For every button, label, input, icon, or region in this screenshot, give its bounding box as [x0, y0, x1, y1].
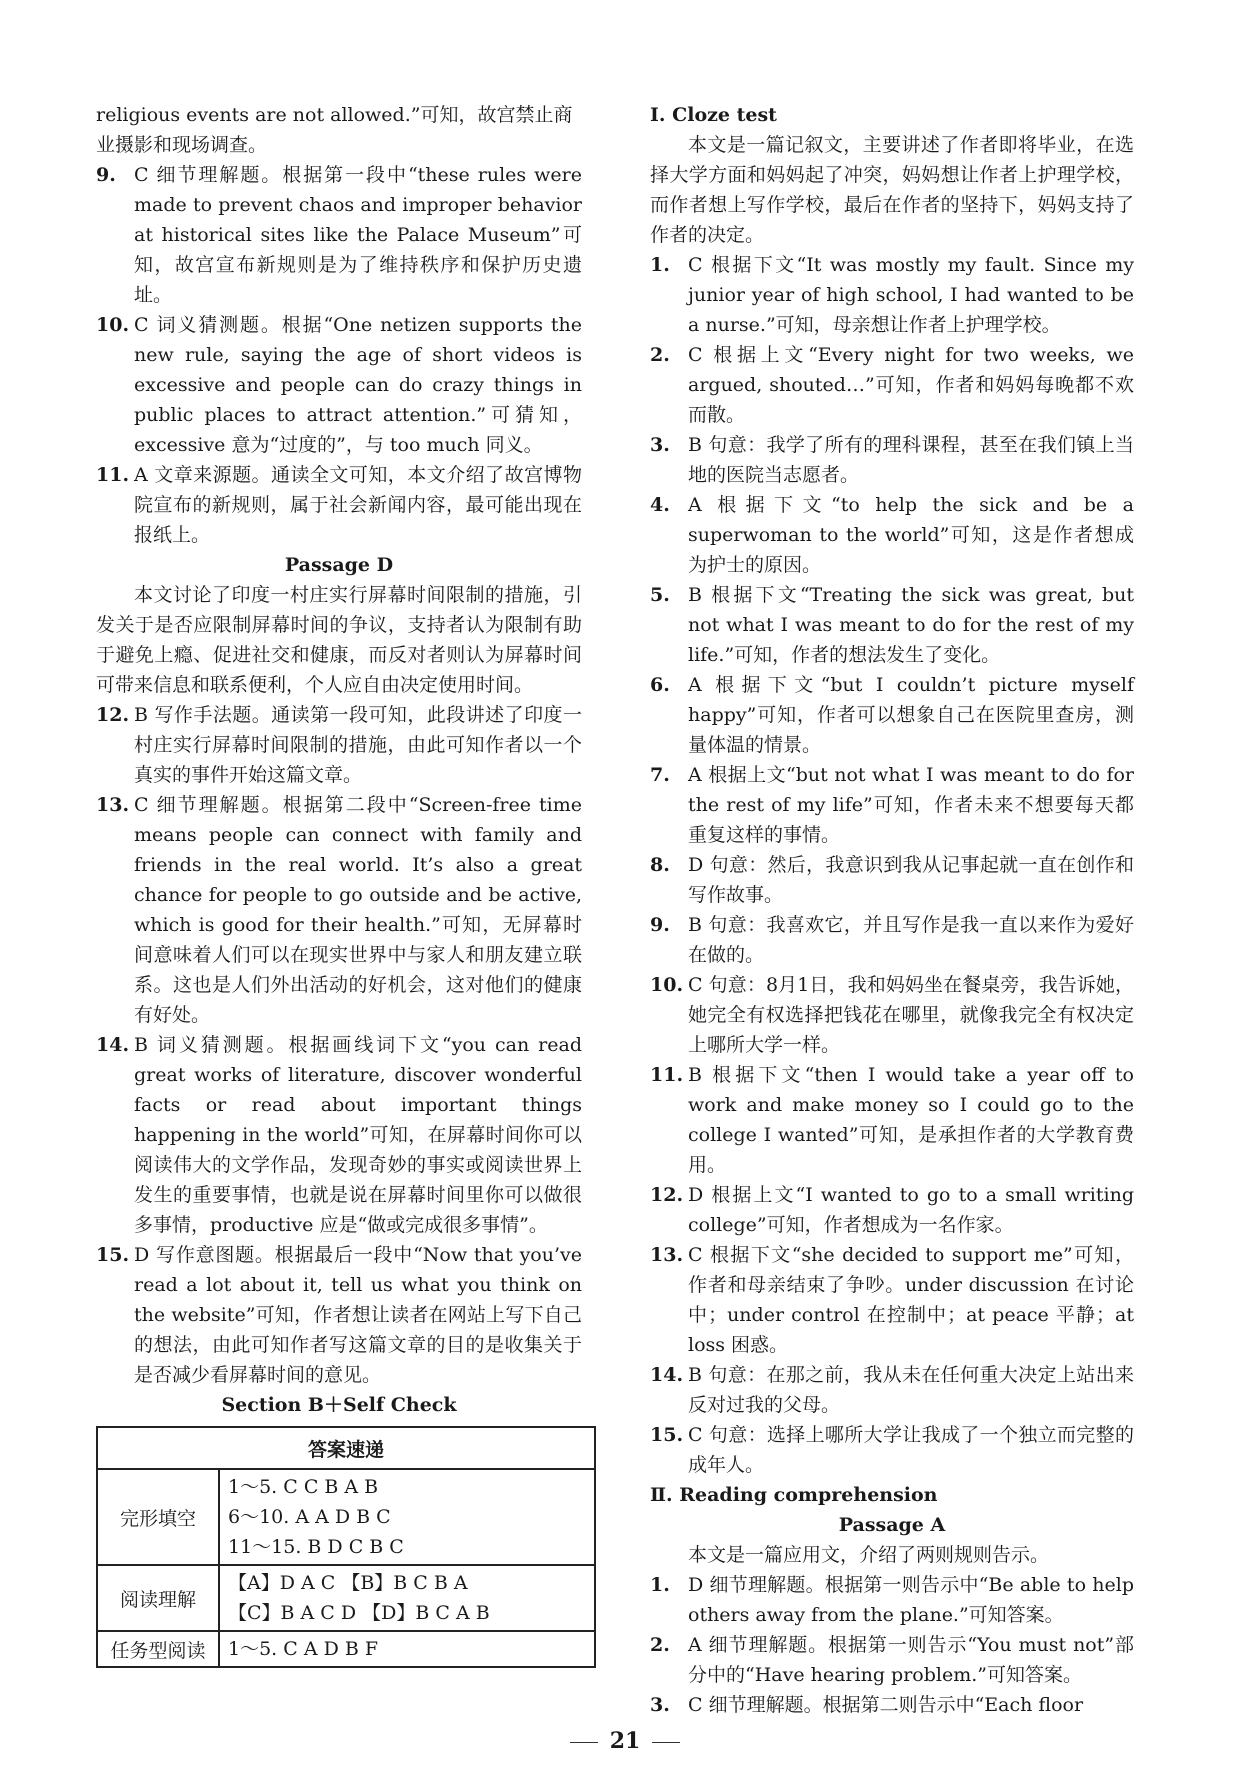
- item-text: C 细节理解题。根据第二段中“Screen-free time means people can connect with family and friends in the real world. It’s also a great chance for people to go outside and be active, which is good for their health.”可知，无屏幕时间意味着人们可以在现实世界中与家人和朋友建立联系。这也是人们外出活动的好机会，这对他们的健康有好处。: [134, 794, 582, 1026]
- item-number: 9.: [96, 164, 116, 186]
- item-number: 13.: [650, 1244, 684, 1266]
- item-text: C 词义猜测题。根据“One netizen supports the new rule, saying the age of short videos is excessive and people can do crazy things in public places to attract attention.”可猜知，excessive 意为“过度的”，与 too much 同义。: [134, 314, 582, 456]
- item-text: D 根据上文“I wanted to go to a small writing college”可知，作者想成为一名作家。: [688, 1184, 1134, 1236]
- item-number: 4.: [650, 494, 670, 516]
- passage-d-intro: 本文讨论了印度一村庄实行屏幕时间限制的措施，引发关于是否应限制屏幕时间的争议，支持者认为限制有助于避免上瘾、促进社交和健康，而反对者则认为屏幕时间可带来信息和联系便利，个人应自由决定使用时间。: [96, 584, 582, 696]
- answer-table: [96, 1426, 596, 1668]
- answer-item: [650, 1690, 1134, 1720]
- item-number: 7.: [650, 764, 670, 786]
- answer-line: 1～5. C A D B F: [228, 1638, 379, 1660]
- item-number: 14.: [96, 1034, 130, 1056]
- answer-item: [650, 1060, 1134, 1180]
- answer-line: 【C】B A C D 【D】B C A B: [228, 1602, 490, 1624]
- item-number: 15.: [650, 1424, 684, 1446]
- answer-item: [96, 310, 582, 460]
- passage-d-title: Passage D: [284, 554, 394, 576]
- item-text: C 句意：8月1日，我和妈妈坐在餐桌旁，我告诉她，她完全有权选择把钱花在哪里，就像我完全有权决定上哪所大学一样。: [688, 974, 1134, 1056]
- item-text: B 句意：我学了所有的理科课程，甚至在我们镇上当地的医院当志愿者。: [688, 434, 1134, 486]
- item-number: 6.: [650, 674, 670, 696]
- item-number: 10.: [650, 974, 684, 996]
- item-text: A 文章来源题。通读全文可知，本文介绍了故宫博物院宣布的新规则，属于社会新闻内容，最可能出现在报纸上。: [134, 464, 582, 546]
- item-text: B 写作手法题。通读第一段可知，此段讲述了印度一村庄实行屏幕时间限制的措施，由此可知作者以一个真实的事件开始这篇文章。: [134, 704, 582, 786]
- answer-item: [650, 1570, 1134, 1630]
- item-text: A 根据下文“but I couldn’t picture myself happy”可知，作者可以想象自己在医院里查房，测量体温的情景。: [688, 674, 1134, 756]
- section-b-title: Section B＋Self Check: [221, 1394, 457, 1416]
- intro-line-2: 业摄影和现场调查。: [96, 134, 268, 156]
- item-number: 13.: [96, 794, 130, 816]
- item-text: B 根据下文“then I would take a year off to work and make money so I could go to the college I wanted”可知，是承担作者的大学教育费用。: [688, 1064, 1134, 1176]
- answer-item: [96, 1030, 582, 1240]
- answer-line: 11～15. B D C B C: [228, 1536, 404, 1558]
- item-text: B 词义猜测题。根据画线词下文“you can read great works of literature, discover wonderful facts or read about important things happening in the world”可知，在屏幕时间你可以阅读伟大的文学作品，发现奇妙的事实或阅读世界上发生的重要事情，也就是说在屏幕时间里你可以做很多事情，productive 应是“做或完成很多事情”。: [134, 1034, 582, 1236]
- item-text: C 细节理解题。根据第二则告示中“Each floor: [688, 1694, 1084, 1716]
- item-number: 10.: [96, 314, 130, 336]
- answer-line: 【A】D A C 【B】B C B A: [228, 1572, 468, 1594]
- item-text: C 根据下文“she decided to support me”可知，作者和母亲结束了争吵。under discussion 在讨论中；under control 在控制中；at peace 平静；at loss 困惑。: [688, 1244, 1134, 1356]
- item-text: C 根据下文“It was mostly my fault. Since my junior year of high school, I had wanted to be a nurse.”可知，母亲想让作者上护理学校。: [688, 254, 1134, 336]
- row-values: [219, 1565, 595, 1631]
- cloze-test-title: Ⅰ. Cloze test: [650, 104, 777, 126]
- answer-line: 1～5. C C B A B: [228, 1476, 379, 1498]
- answer-item: [650, 580, 1134, 670]
- answer-item: [650, 1240, 1134, 1360]
- item-text: A 根据上文“but not what I was meant to do for the rest of my life”可知，作者未来不想要每天都重复这样的事情。: [688, 764, 1134, 846]
- answer-item: [650, 430, 1134, 490]
- item-text: C 细节理解题。根据第一段中“these rules were made to prevent chaos and improper behavior at historical sites like the Palace Museum”可知，故宫宣布新规则是为了维持秩序和保护历史遗址。: [134, 164, 582, 306]
- item-text: A 细节理解题。根据第一则告示“You must not”部分中的“Have hearing problem.”可知答案。: [688, 1634, 1134, 1686]
- footer-dash-right: [652, 1742, 680, 1743]
- item-text: B 根据下文“Treating the sick was great, but not what I was meant to do for the rest of my life.”可知，作者的想法发生了变化。: [688, 584, 1134, 666]
- answer-item: [96, 1240, 582, 1390]
- intro-line-1: religious events are not allowed.”可知，故宫禁止商: [96, 104, 573, 126]
- answer-item: [96, 790, 582, 1030]
- item-number: 15.: [96, 1244, 130, 1266]
- right-column: [650, 100, 1134, 1720]
- table-row: [97, 1565, 595, 1631]
- answer-item: [96, 460, 582, 550]
- row-label: 任务型阅读: [97, 1631, 219, 1667]
- item-number: 1.: [650, 254, 670, 276]
- answer-item: [650, 670, 1134, 760]
- table-row: [97, 1469, 595, 1565]
- item-number: 11.: [96, 464, 130, 486]
- row-values: [219, 1469, 595, 1565]
- item-number: 11.: [650, 1064, 684, 1086]
- item-text: B 句意：在那之前，我从未在任何重大决定上站出来反对过我的父母。: [688, 1364, 1134, 1416]
- footer-dash-left: [570, 1742, 598, 1743]
- item-number: 2.: [650, 344, 670, 366]
- passage-a-title: Passage A: [838, 1514, 946, 1536]
- answer-item: [650, 970, 1134, 1060]
- item-number: 12.: [650, 1184, 684, 1206]
- answer-item: [650, 1180, 1134, 1240]
- answer-item: [650, 250, 1134, 340]
- item-number: 1.: [650, 1574, 670, 1596]
- answer-item: [650, 910, 1134, 970]
- table-row: [97, 1631, 595, 1667]
- item-text: B 句意：我喜欢它，并且写作是我一直以来作为爱好在做的。: [688, 914, 1134, 966]
- answer-item: [650, 340, 1134, 430]
- answer-item: [650, 760, 1134, 850]
- item-text: D 细节理解题。根据第一则告示中“Be able to help others away from the plane.”可知答案。: [688, 1574, 1134, 1626]
- row-values: [219, 1631, 595, 1667]
- answer-item: [96, 700, 582, 790]
- item-text: C 句意：选择上哪所大学让我成了一个独立而完整的成年人。: [688, 1424, 1134, 1476]
- item-number: 3.: [650, 1694, 670, 1716]
- item-number: 14.: [650, 1364, 684, 1386]
- item-number: 8.: [650, 854, 670, 876]
- answer-item: [650, 1630, 1134, 1690]
- item-text: A 根据下文“to help the sick and be a superwoman to the world”可知，这是作者想成为护士的原因。: [688, 494, 1134, 576]
- answer-table-header: 答案速递: [97, 1427, 595, 1469]
- row-label: 阅读理解: [97, 1565, 219, 1631]
- cloze-intro: 本文是一篇记叙文，主要讲述了作者即将毕业，在选择大学方面和妈妈起了冲突，妈妈想让作者上护理学校，而作者想上写作学校，最后在作者的坚持下，妈妈支持了作者的决定。: [650, 134, 1134, 246]
- item-number: 2.: [650, 1634, 670, 1656]
- item-text: C 根据上文“Every night for two weeks, we argued, shouted…”可知，作者和妈妈每晚都不欢而散。: [688, 344, 1134, 426]
- answer-item: [650, 1360, 1134, 1420]
- passage-a-intro: 本文是一篇应用文，介绍了两则规则告示。: [688, 1544, 1050, 1566]
- page-number: 21: [609, 1728, 641, 1754]
- answer-item: [96, 160, 582, 310]
- left-column: [96, 100, 582, 1668]
- item-text: D 句意：然后，我意识到我从记事起就一直在创作和写作故事。: [688, 854, 1134, 906]
- answer-item: [650, 1420, 1134, 1480]
- item-number: 3.: [650, 434, 670, 456]
- reading-comprehension-title: Ⅱ. Reading comprehension: [650, 1484, 938, 1506]
- item-number: 5.: [650, 584, 670, 606]
- answer-line: 6～10. A A D B C: [228, 1506, 391, 1528]
- item-text: D 写作意图题。根据最后一段中“Now that you’ve read a lot about it, tell us what you think on the website”可知，作者想让读者在网站上写下自己的想法，由此可知作者写这篇文章的目的是收集关于是否减少看屏幕时间的意见。: [134, 1244, 582, 1386]
- answer-item: [650, 850, 1134, 910]
- row-label: 完形填空: [97, 1469, 219, 1565]
- page-footer: [0, 1728, 1250, 1754]
- item-number: 12.: [96, 704, 130, 726]
- item-number: 9.: [650, 914, 670, 936]
- answer-item: [650, 490, 1134, 580]
